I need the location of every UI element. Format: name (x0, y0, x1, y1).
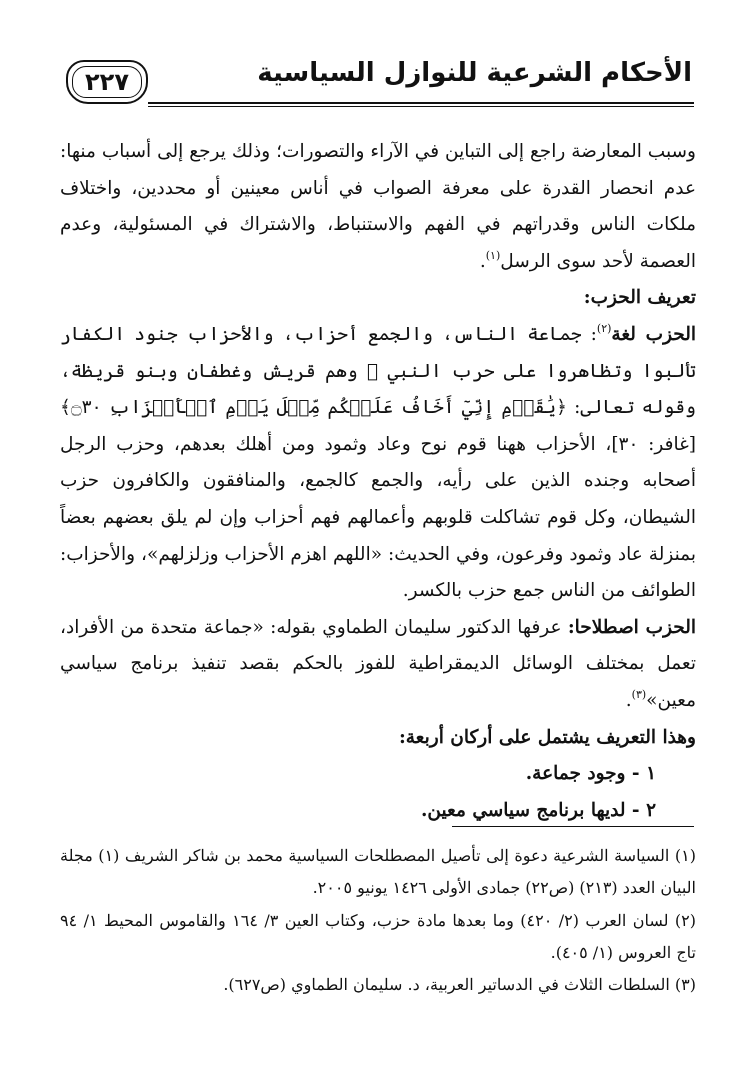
paragraph-linguistic-text: : جماعة الناس، والجمع أحزاب، والأحزاب جنود الكفار تألبوا وتظاهروا على حرب النبي ﷺ وهم قريش وغطفان وبنو قريظة، وقوله تعالى: ﴿يَٰقَوۡمِ إِنِّيٓ أَخَافُ عَلَيۡكُم مِّثۡلَ يَوۡمِ ٱلۡأَحۡزَابِ ۝٣٠﴾ [غافر: ٣٠]، الأحزاب ههنا قوم نوح وعاد وثمود ومن أهلك بعدهم، وحزب الرجل أصحابه وجنده الذين على رأيه، والجمع كالجمع، والمنافقون والكافرون حزب الشيطان، وكل قوم تشاكلت قلوبهم وأعمالهم فهم أحزاب وإن لم يلق بعضهم بعضاً بمنزلة عاد وثمود وفرعون، وفي الحديث: «اللهم اهزم الأحزاب وزلزلهم»، والأحزاب: الطوائف من الناس جمع حزب بالكسر. (60, 323, 696, 602)
page-header (0, 0, 748, 112)
page-number: ٢٢٧ (85, 68, 129, 96)
section-heading: تعريف الحزب: (583, 287, 696, 309)
header-rule (148, 102, 694, 104)
pillars-intro: وهذا التعريف يشتمل على أركان أربعة: (398, 726, 696, 748)
footnote-separator (452, 826, 694, 827)
footnotes (60, 840, 696, 1001)
footnote-1: (١) السياسة الشرعية دعوة إلى تأصيل المصطلحات السياسية محمد بن شاكر الشريف (١) مجلة البيان العدد (٢١٣) (ص٢٢) جمادى الأولى ١٤٢٦ يونيو ٢٠٠٥. (60, 846, 697, 898)
paragraph-technical-definition (60, 610, 696, 720)
paragraph-technical-end: . (625, 689, 632, 711)
list-item: ٢ - لديها برنامج سياسي معين. (420, 799, 656, 821)
footnote-3: (٣) السلطات الثلاث في الدساتير العربية، د. سليمان الطماوي (ص٦٢٧). (223, 975, 696, 995)
term-technical: الحزب اصطلاحا: (567, 616, 696, 638)
paragraph-intro-end: . (479, 250, 486, 272)
header-rule-thin (148, 106, 694, 107)
paragraph-intro-text: وسبب المعارضة راجع إلى التباين في الآراء والتصورات؛ وذلك يرجع إلى أسباب منها: عدم انحصار القدرة على معرفة الصواب في أناس معينين أو محددين، واختلاف ملكات الناس وقدراتهم في الفهم والاستنباط، والاشتراك في المسئولية، وعدم العصمة لأحد سوى الرسل (60, 141, 696, 272)
footnote-ref-1: (١) (485, 248, 501, 262)
page-number-frame (66, 60, 148, 104)
list-item: ١ - وجود جماعة. (525, 763, 656, 785)
footnote-ref-2: (٢) (596, 321, 612, 335)
paragraph-intro (60, 134, 696, 280)
footnote-ref-3: (٣) (631, 687, 647, 701)
term-linguistic: الحزب لغة (611, 323, 697, 345)
book-title: الأحكام الشرعية للنوازل السياسية (257, 58, 692, 88)
paragraph-technical-text: عرفها الدكتور سليمان الطماوي بقوله: «جماعة متحدة من الأفراد، تعمل بمختلف الوسائل الديمقراطية للفوز بالحكم بقصد تنفيذ برنامج سياسي معين» (60, 616, 696, 711)
footnote-2: (٢) لسان العرب (٢/ ٤٢٠) وما بعدها مادة حزب، وكتاب العين ٣/ ١٦٤ والقاموس المحيط ١/ ٩٤ تاج العروس (١/ ٤٠٥). (60, 910, 696, 962)
paragraph-linguistic-definition (60, 317, 696, 610)
body-text (60, 134, 696, 829)
